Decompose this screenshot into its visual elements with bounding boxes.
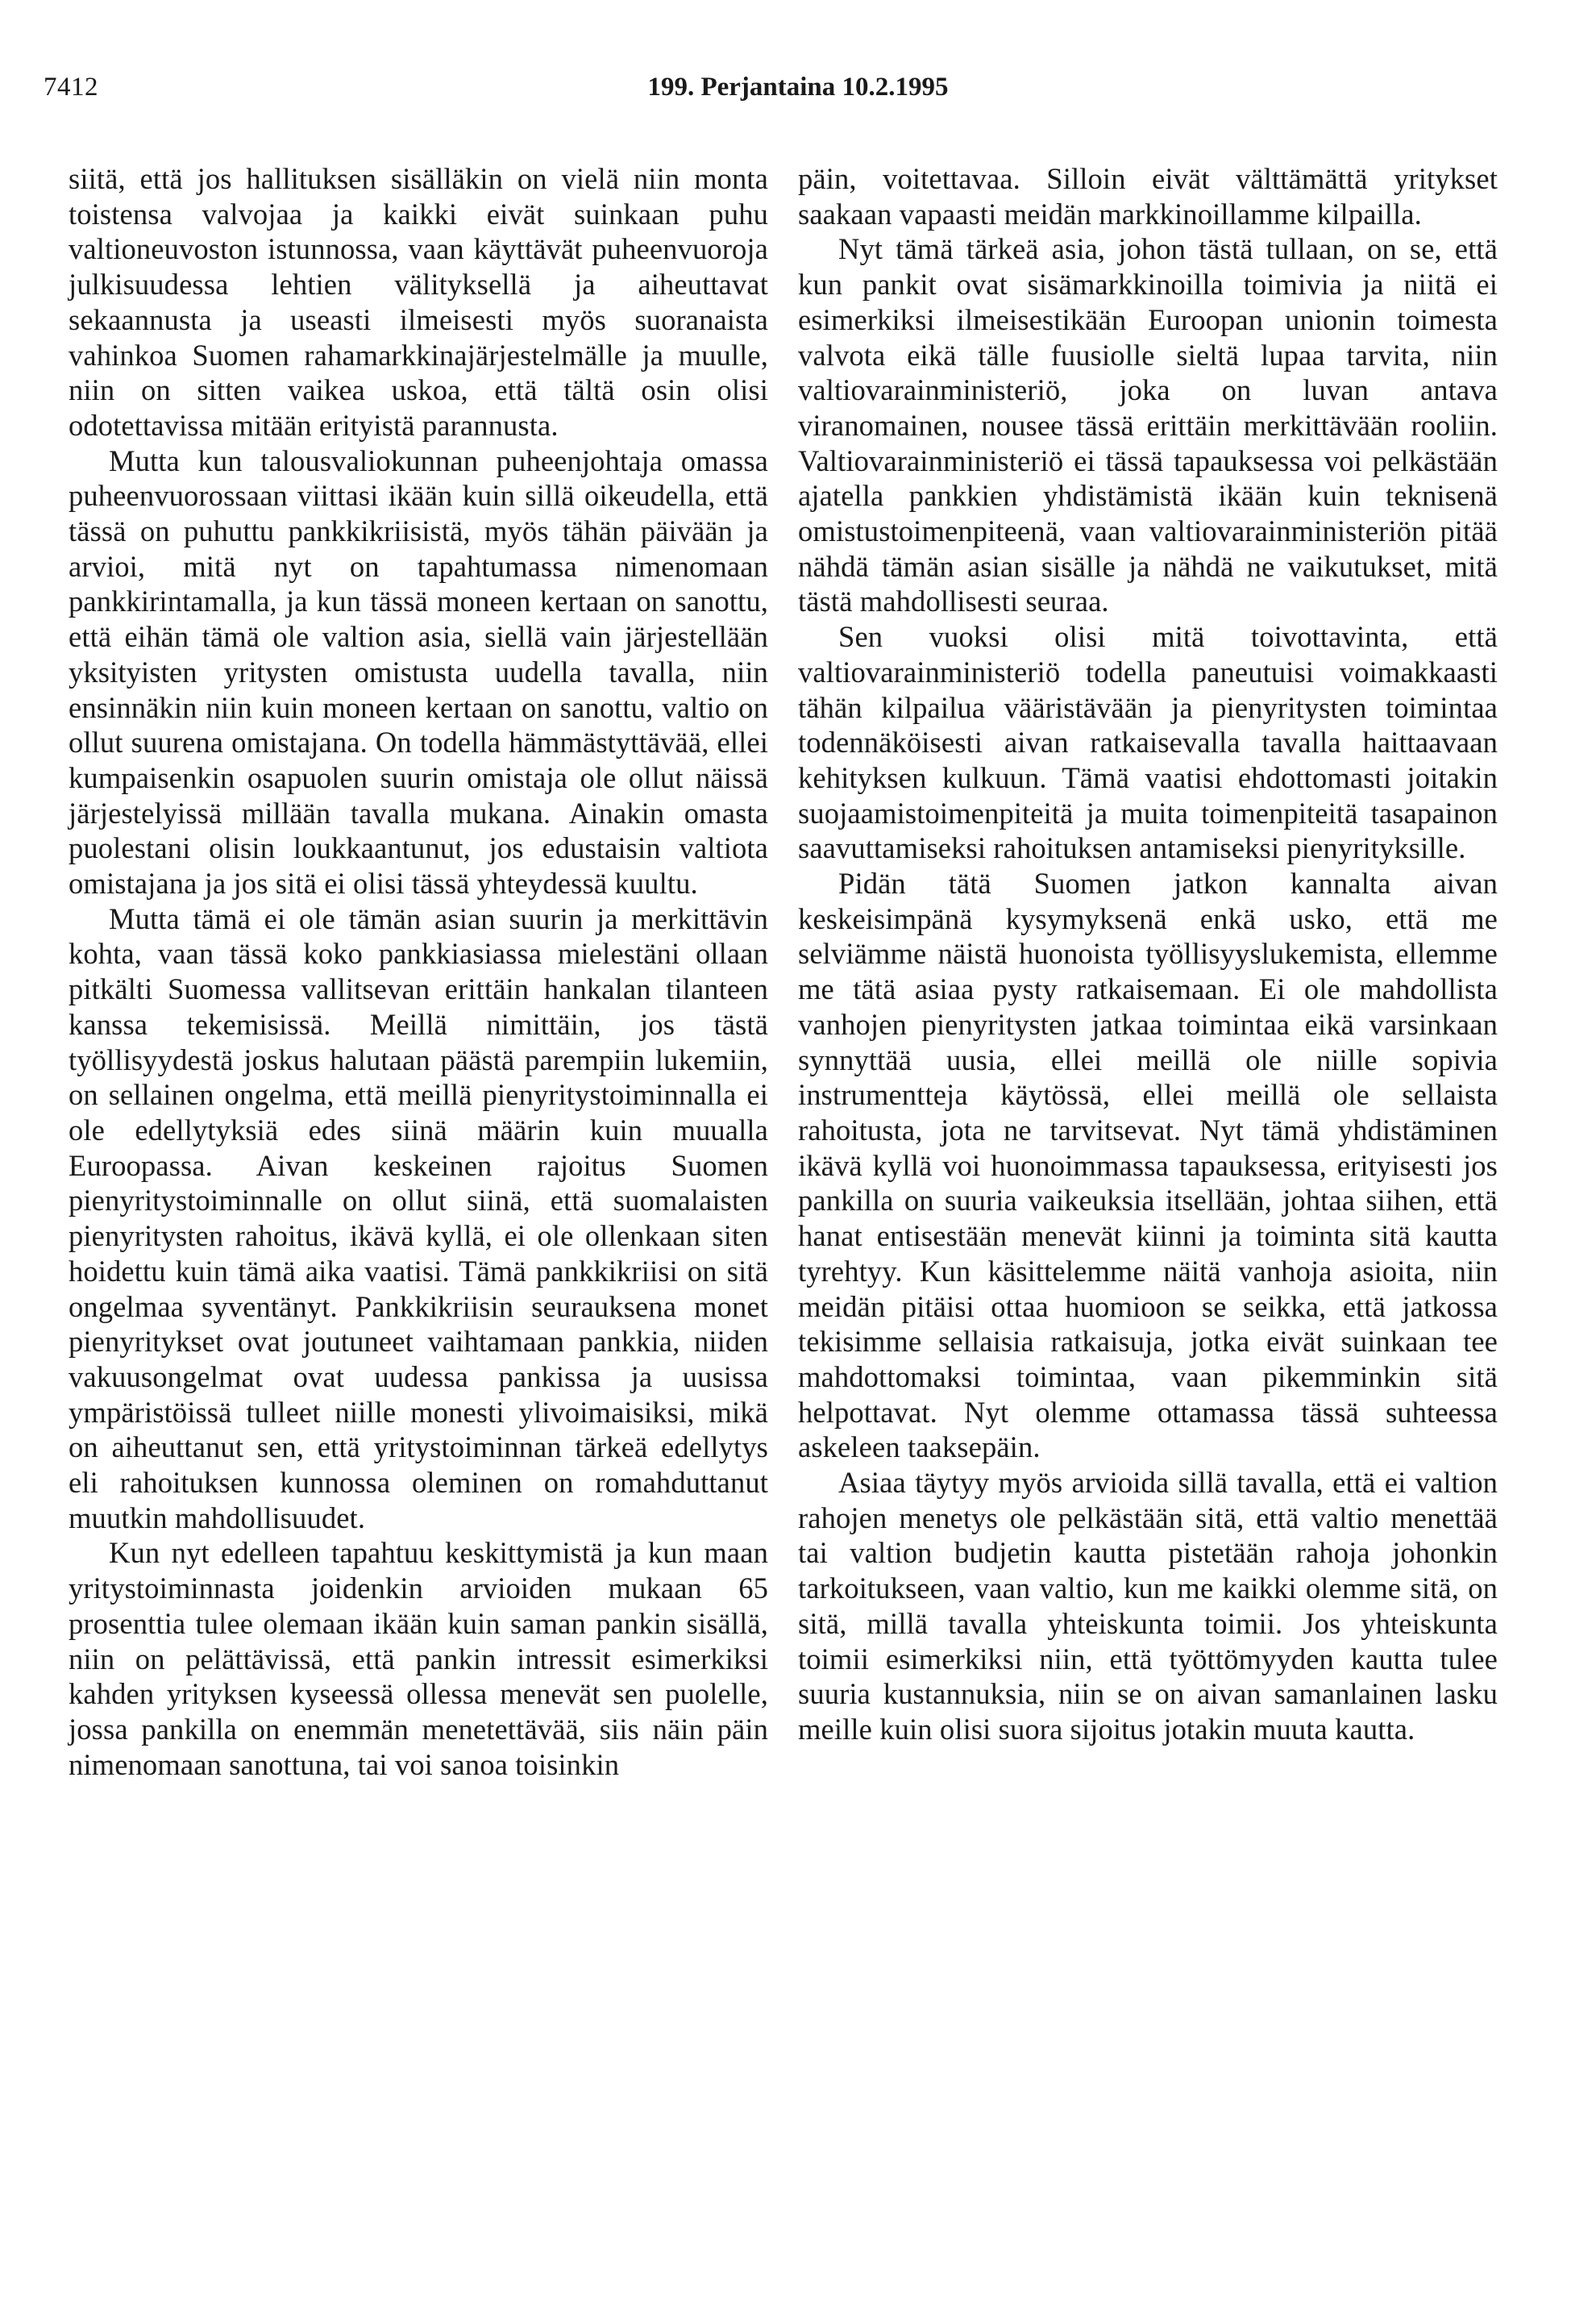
paragraph: Pidän tätä Suomen jatkon kannalta aivan keskeisimpänä kysymyksenä enkä usko, että me selviämme näistä huonoista työllisyyslukemista, ellemme me tätä asiaa pysty ratkaisemaan. Ei ole mahdollista vanhojen pienyritysten jatkaa toimintaa eikä varsinkaan synnyttää uusia, ellei meillä ole niille sopivia instrumentteja käytössä, ellei meillä ole sellaista rahoitusta, jota ne tarvitsevat. Nyt tämä yhdistäminen ikävä kyllä voi huonoimmassa tapauksessa, erityisesti jos pankilla on suuria vaikeuksia itsellään, johtaa siihen, että hanat entisestään menevät kiinni ja toiminta sitä kautta tyrehtyy. Kun käsittelemme näitä vanhoja asioita, niin meidän pitäisi ottaa huomioon se seikka, että jatkossa tekisimme sellaisia ratkaisuja, jotka eivät suinkaan tee mahdottomaksi toimintaa, vaan pikemminkin sitä helpottavat. Nyt olemme ottamassa tässä suhteessa askeleen taaksepäin. <box>798 867 1498 1464</box>
running-header: 199. Perjantaina 10.2.1995 <box>647 73 949 102</box>
paragraph: Sen vuoksi olisi mitä toivottavinta, että valtiovarainministeriö todella paneutuisi voimakkaasti tähän kilpailua vääristävään ja pienyritysten toimintaa todennäköisesti aivan ratkaisevalla tavalla haittaavaan kehityksen kulkuun. Tämä vaatisi ehdottomasti joitakin suojaamistoimenpiteitä ja muita toimenpiteitä tasapainon saavuttamiseksi rahoituksen antamiseksi pienyrityksille. <box>798 620 1498 865</box>
paragraph: Nyt tämä tärkeä asia, johon tästä tullaan, on se, että kun pankit ovat sisämarkkinoilla toimivia ja niitä ei esimerkiksi ilmeisestikään Euroopan unionin toimesta valvota eikä tälle fuusiolle sieltä lupaa tarvita, niin valtiovarainministeriö, joka on luvan antava viranomainen, nousee tässä erittäin merkittävään rooliin. Valtiovarainministeriö ei tässä tapauksessa voi pelkästään ajatella pankkien yhdistämistä ikään kuin teknisenä omistustoimenpiteenä, vaan valtiovarainministeriön pitää nähdä tämän asian sisälle ja nähdä ne vaikutukset, mitä tästä mahdollisesti seuraa. <box>798 232 1498 618</box>
left-column <box>69 161 768 1782</box>
right-column <box>798 161 1498 1747</box>
paragraph: Mutta kun talousvaliokunnan puheenjohtaja omassa puheenvuorossaan viittasi ikään kuin sillä oikeudella, että tässä on puhuttu pankkikriisistä, myös tähän päivään ja arvioi, mitä nyt on tapahtumassa nimenomaan pankkirintamalla, ja kun tässä moneen kertaan on sanottu, että eihän tämä ole valtion asia, siellä vain järjestellään yksityisten yritysten omistusta uudella tavalla, niin ensinnäkin niin kuin moneen kertaan on sanottu, valtio on ollut suurena omistajana. On todella hämmästyttävää, ellei kumpaisenkin osapuolen suurin omistaja ole ollut näissä järjestelyissä millään tavalla mukana. Ainakin omasta puolestani olisin loukkaantunut, jos edustaisin valtiota omistajana ja jos sitä ei olisi tässä yhteydessä kuultu. <box>69 443 768 901</box>
paragraph: siitä, että jos hallituksen sisälläkin on vielä niin monta toistensa valvojaa ja kaikki eivät suinkaan puhu valtioneuvoston istunnossa, vaan käyttävät puheenvuoroja julkisuudessa lehtien välityksellä ja aiheuttavat sekaannusta ja useasti ilmeisesti myös suoranaista vahinkoa Suomen rahamarkkinajärjestelmälle ja muulle, niin on sitten vaikea uskoa, että tältä osin olisi odotettavissa mitään erityistä parannusta. <box>69 162 768 442</box>
page-number: 7412 <box>44 73 98 102</box>
paragraph: Mutta tämä ei ole tämän asian suurin ja merkittävin kohta, vaan tässä koko pankkiasiassa mielestäni ollaan pitkälti Suomessa vallitsevan erittäin hankalan tilanteen kanssa tekemisissä. Meillä nimittäin, jos tästä työllisyydestä joskus halutaan päästä parempiin lukemiin, on sellainen ongelma, että meillä pienyritystoiminnalla ei ole edellytyksiä edes siinä määrin kuin muualla Euroopassa. Aivan keskeinen rajoitus Suomen pienyritystoiminnalle on ollut siinä, että suomalaisten pienyritysten rahoitus, ikävä kyllä, ei ole ollenkaan siten hoidettu kuin tämä aika vaatisi. Tämä pankkikriisi on sitä ongelmaa syventänyt. Pankkikriisin seurauksena monet pienyritykset ovat joutuneet vaihtamaan pankkia, niiden vakuusongelmat ovat uudessa pankissa ja uusissa ympäristöissä tulleet niille monesti ylivoimaisiksi, mikä on aiheuttanut sen, että yritystoiminnan tärkeä edellytys eli rahoituksen kunnossa oleminen on romahduttanut muutkin mahdollisuudet. <box>69 901 768 1534</box>
paragraph: päin, voitettavaa. Silloin eivät välttämättä yritykset saakaan vapaasti meidän markkinoillamme kilpailla. <box>798 162 1498 231</box>
paragraph: Kun nyt edelleen tapahtuu keskittymistä ja kun maan yritystoiminnasta joidenkin arvioiden mukaan 65 prosenttia tulee olemaan ikään kuin saman pankin sisällä, niin on pelättävissä, että pankin intressit esimerkiksi kahden yrityksen kyseessä ollessa menevät sen puolelle, jossa pankilla on enemmän menetettävää, siis näin päin nimenomaan sanottuna, tai voi sanoa toisinkin <box>69 1536 768 1781</box>
paragraph: Asiaa täytyy myös arvioida sillä tavalla, että ei valtion rahojen menetys ole pelkästään sitä, että valtio menettää tai valtion budjetin kautta pistetään rahoja johonkin tarkoitukseen, vaan valtio, kun me kaikki olemme sitä, on sitä, millä tavalla yhteiskunta toimii. Jos yhteiskunta toimii esimerkiksi niin, että työttömyyden kautta tulee suuria kustannuksia, niin se on aivan samanlainen lasku meille kuin olisi suora sijoitus jotakin muuta kautta. <box>798 1466 1498 1746</box>
